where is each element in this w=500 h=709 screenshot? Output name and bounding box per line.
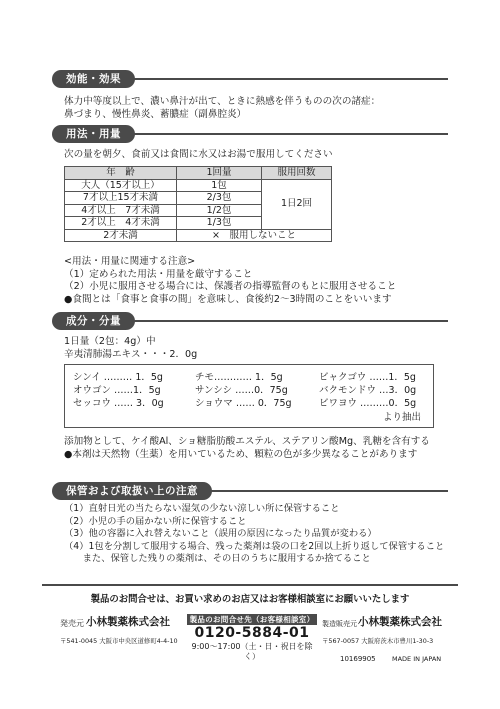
- contact-hours: 9:00～17:00（土・日・祝日を除く）: [191, 642, 313, 661]
- dosage-table-header: [65, 167, 332, 180]
- row-times: 1日2回: [262, 179, 332, 229]
- section-title-effects: 効能・効果: [52, 70, 135, 88]
- section-header-dosage: [52, 125, 448, 143]
- ingredients-line: 辛夷清肺湯エキス・・・2．0g: [64, 348, 198, 360]
- row-age: 7才以上15才未満: [65, 192, 177, 205]
- ingredients-line: 1日量（2包：4g）中: [64, 336, 156, 347]
- storage-line: （4）1包を分割して服用する場合、残った薬剤は袋の口を2回以上折り返して保管すること: [64, 540, 445, 552]
- seller-name: 小林製薬株式会社: [86, 616, 170, 628]
- row-age-under2: 2才未満: [65, 229, 177, 242]
- section-title-ingredients: 成分・分量: [52, 312, 135, 330]
- effects-text: [64, 96, 380, 121]
- table-row: [65, 229, 332, 242]
- section-header-storage: [52, 482, 448, 500]
- contact-label: 製品のお問合せ先（お客様相談室）: [187, 614, 317, 625]
- ingredient-item: シンイ ……… 1．5g: [73, 372, 163, 383]
- contact-phone[interactable]: 0120-5884-01: [194, 625, 310, 641]
- ingredient-item: ビワヨウ ………0．5g: [319, 398, 417, 409]
- dosage-intro: 次の量を朝夕、食前又は食間に水又はお湯で服用してください: [64, 149, 333, 160]
- inquiry-text: 製品のお問合せは、お買い求めのお店又はお客様相談室にお願いいたします: [90, 594, 410, 605]
- extract-note: より抽出: [383, 412, 422, 423]
- table-row: [65, 179, 332, 192]
- ingredient-item: ビャクゴウ ……1．5g: [319, 372, 416, 383]
- col-age: 年 齢: [65, 167, 177, 180]
- dosage-note-line: <用法・用量に関連する注意>: [64, 256, 196, 267]
- ingredients-box: [64, 364, 434, 428]
- product-code: 10169905: [340, 655, 376, 663]
- dosage-table: [64, 166, 332, 242]
- section-title-storage: 保管および取扱い上の注意: [52, 482, 212, 500]
- footer-divider: [42, 584, 458, 586]
- additives-text: [64, 436, 430, 461]
- storage-line: また、保管した残りの薬剤は、その日のうちに服用するか捨てること: [64, 553, 371, 564]
- row-dose: 2/3包: [177, 192, 262, 205]
- dosage-note-line: ●食間とは「食事と食事の間」を意味し、食後約2～3時間のことをいいます: [64, 293, 392, 305]
- row-age: 大人（15才以上）: [65, 179, 177, 192]
- ingredient-item: オウゴン ……1．5g: [73, 385, 161, 396]
- storage-line: （3）他の容器に入れ替えないこと（誤用の原因になったり品質が変わる）: [64, 528, 377, 539]
- section-header-ingredients: [52, 312, 448, 330]
- dosage-note-line: （1）定められた用法・用量を厳守すること: [64, 268, 253, 280]
- dosage-note-line: （2）小児に服用させる場合には、保護者の指導監督のもとに服用させること: [64, 281, 397, 292]
- maker-label: 製造販売元: [322, 620, 357, 628]
- row-age: 4才以上 7才未満: [65, 204, 177, 217]
- row-under2-note: × 服用しないこと: [177, 229, 332, 242]
- ingredient-item: セッコウ …… 3．0g: [73, 398, 164, 409]
- row-dose: 1包: [177, 179, 262, 192]
- maker-address: 〒567-0057 大阪府茨木市豊川1-30-3: [322, 637, 434, 645]
- section-title-dosage: 用法・用量: [52, 125, 135, 143]
- effects-line: 鼻づまり、慢性鼻炎、蓄膿症（副鼻腔炎）: [64, 108, 247, 120]
- made-in: MADE IN JAPAN: [392, 655, 442, 663]
- col-dose: 1回量: [177, 167, 262, 180]
- ingredient-item: サンシシ ……0．75g: [195, 385, 288, 396]
- storage-line: （2）小児の手の届かない所に保管すること: [64, 515, 247, 527]
- seller-label: 発売元: [60, 619, 84, 628]
- effects-line: 体力中等度以上で、濃い鼻汁が出て、ときに熱感を伴うものの次の諸症：: [64, 96, 381, 107]
- additives-line: ●本剤は天然物（生薬）を用いているため、顆粒の色が多少異なることがあります: [64, 448, 418, 460]
- ingredient-item: ショウマ …… 0．75g: [195, 398, 292, 409]
- ingredients-intro: [64, 336, 197, 361]
- dosage-notes: [64, 256, 396, 306]
- contact-box: [187, 614, 317, 659]
- additives-line: 添加物として、ケイ酸Al、ショ糖脂肪酸エステル、ステアリン酸Mg、乳糖を含有する: [64, 436, 430, 447]
- seller-address: 〒541-0045 大阪市中央区道修町4-4-10: [60, 637, 178, 645]
- ingredient-item: バクモンドウ …3．0g: [319, 385, 417, 396]
- ingredient-item: チモ………… 1．5g: [195, 372, 283, 383]
- storage-line: （1）直射日光の当たらない湿気の少ない涼しい所に保管すること: [64, 503, 340, 514]
- col-times: 服用回数: [262, 167, 332, 180]
- row-dose: 1/3包: [177, 217, 262, 230]
- row-dose: 1/2包: [177, 204, 262, 217]
- section-header-effects: [52, 70, 448, 88]
- maker-name: 小林製薬株式会社: [358, 616, 442, 628]
- row-age: 2才以上 4才未満: [65, 217, 177, 230]
- storage-text: [64, 503, 444, 566]
